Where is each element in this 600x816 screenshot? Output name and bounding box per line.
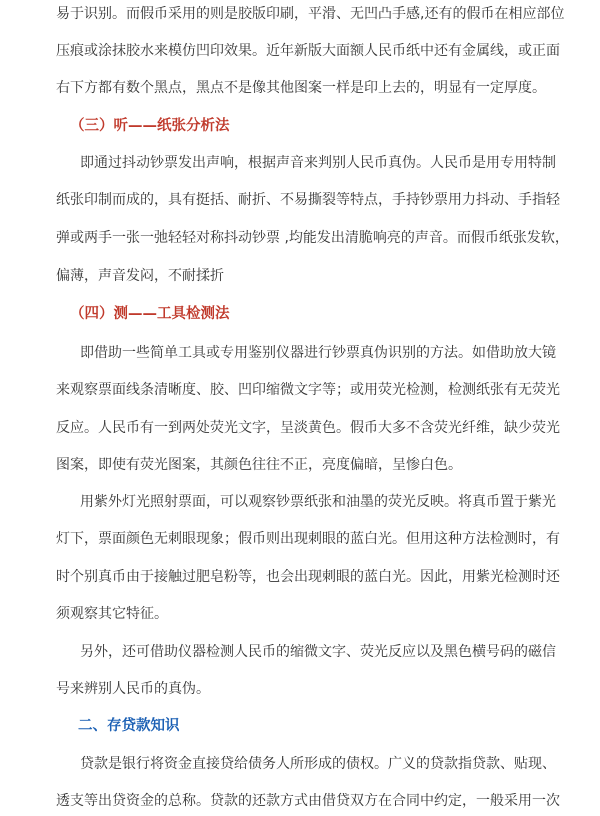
text-line: 反应。人民币有一到两处荧光文字，呈淡黄色。假币大多不含荧光纤维，缺少荧光 [56, 420, 560, 436]
text-line: 贷款是银行将资金直接贷给债务人所形成的债权。广义的贷款指贷款、贴现、 [80, 756, 556, 772]
section-heading-measure: （四）测——工具检测法 [70, 306, 230, 322]
text-line: 号来辨别人民币的真伪。 [56, 681, 210, 697]
text-line: 另外，还可借助仪器检测人民币的缩微文字、荧光反应以及黑色横号码的磁信 [80, 644, 556, 660]
text-line: 压痕或涂抹胶水来模仿凹印效果。近年新版大面额人民币纸中还有金属线，或正面 [56, 43, 560, 59]
text-line: 图案，即使有荧光图案，其颜色往往不正，亮度偏暗，呈惨白色。 [56, 457, 462, 473]
text-line: 纸张印制而成的，具有挺括、耐折、不易撕裂等特点，手持钞票用力抖动、手指轻 [56, 192, 560, 208]
text-line: 弹或两手一张一弛轻轻对称抖动钞票 ,均能发出清脆响亮的声音。而假币纸张发软， [56, 230, 569, 246]
text-line: 即通过抖动钞票发出声响，根据声音来判别人民币真伪。人民币是用专用特制 [80, 155, 556, 171]
text-line: 易于识别。而假币采用的则是胶版印刷，平滑、无凹凸手感,还有的假币在相应部位 [56, 6, 565, 22]
text-line: 灯下，票面颜色无刺眼现象；假币则出现刺眼的蓝白光。但用这种方法检测时，有 [56, 531, 560, 547]
text-line: 右下方都有数个黑点，黑点不是像其他图案一样是印上去的，明显有一定厚度。 [56, 80, 546, 96]
text-line: 须观察其它特征。 [56, 606, 168, 622]
section-heading-deposit-loan: 二、存贷款知识 [78, 718, 180, 734]
text-line: 用紫外灯光照射票面，可以观察钞票纸张和油墨的荧光反映。将真币置于紫光 [80, 494, 556, 510]
text-line: 来观察票面线条清晰度、胶、凹印缩微文字等；或用荧光检测，检测纸张有无荧光 [56, 382, 560, 398]
text-line: 透支等出贷资金的总称。贷款的还款方式由借贷双方在合同中约定，一般采用一次 [56, 793, 560, 809]
section-heading-listen: （三）听——纸张分析法 [70, 118, 230, 134]
text-line: 时个别真币由于接触过肥皂粉等，也会出现刺眼的蓝白光。因此，用紫光检测时还 [56, 569, 560, 585]
text-line: 即借助一些简单工具或专用鉴别仪器进行钞票真伪识别的方法。如借助放大镜 [80, 345, 556, 361]
text-line: 偏薄，声音发闷，不耐揉折 [56, 268, 224, 284]
